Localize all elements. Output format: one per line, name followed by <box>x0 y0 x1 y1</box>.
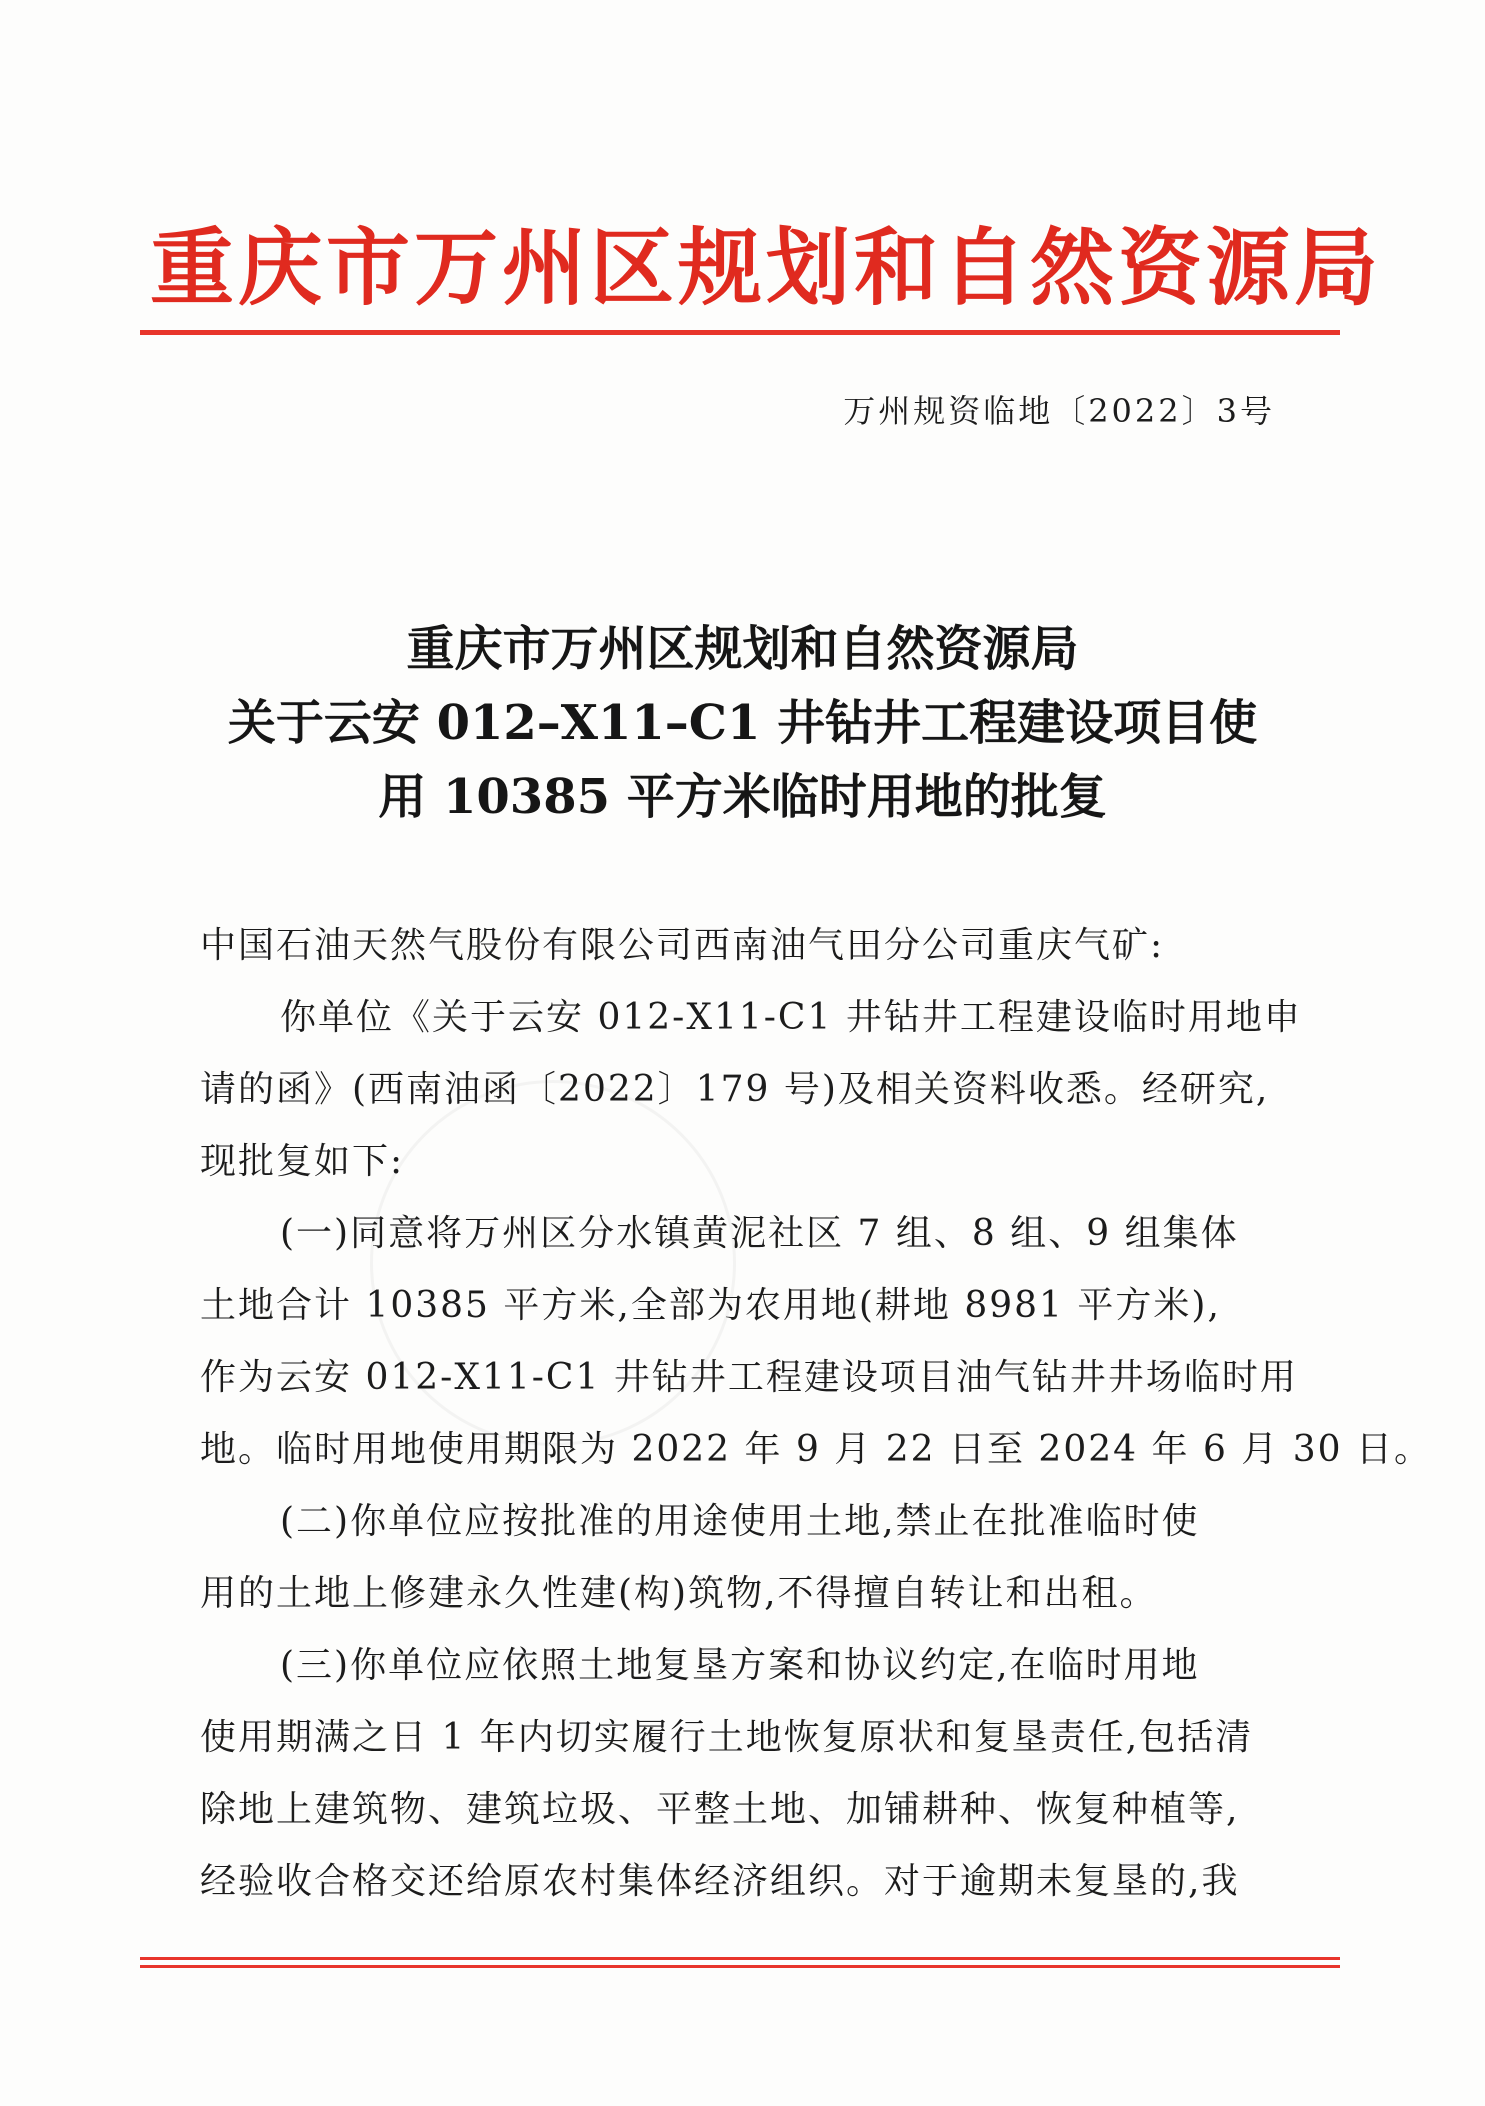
document-title-line: 用 10385 平方米临时用地的批复 <box>378 769 1107 825</box>
body-line: 你单位《关于云安 012-X11-C1 井钻井工程建设临时用地申 <box>280 997 1302 1038</box>
body-line: 用的土地上修建永久性建(构)筑物,不得擅自转让和出租。 <box>200 1573 1158 1614</box>
letterhead-red-rule <box>140 330 1340 335</box>
body-line: 请的函》(西南油函〔2022〕179 号)及相关资料收悉。经研究, <box>200 1069 1270 1110</box>
document-title-line: 重庆市万州区规划和自然资源局 <box>406 621 1079 677</box>
footer-red-rule <box>140 1965 1340 1968</box>
recipient-line: 中国石油天然气股份有限公司西南油气田分公司重庆气矿: <box>200 925 1165 966</box>
document-title-line: 关于云安 012–X11–C1 井钻井工程建设项目使 <box>227 695 1258 751</box>
document-title <box>140 612 1345 834</box>
body-line: 作为云安 012-X11-C1 井钻井工程建设项目油气钻井井场临时用 <box>200 1357 1298 1398</box>
body-line: 土地合计 10385 平方米,全部为农用地(耕地 8981 平方米), <box>200 1285 1221 1326</box>
body-line: (三)你单位应依照土地复垦方案和协议约定,在临时用地 <box>280 1645 1200 1686</box>
agency-letterhead: 重庆市万州区规划和自然资源局 <box>150 219 1383 317</box>
body-line: (二)你单位应按批准的用途使用土地,禁止在批准临时使 <box>280 1501 1200 1542</box>
document-body <box>200 910 1432 1918</box>
body-line: 经验收合格交还给原农村集体经济组织。对于逾期未复垦的,我 <box>200 1861 1240 1902</box>
footer-red-rule <box>140 1957 1340 1960</box>
body-line: 地。临时用地使用期限为 2022 年 9 月 22 日至 2024 年 6 月 30 日。 <box>200 1429 1432 1470</box>
body-line: 现批复如下: <box>200 1141 405 1182</box>
body-line: (一)同意将万州区分水镇黄泥社区 7 组、8 组、9 组集体 <box>280 1213 1239 1254</box>
body-line: 除地上建筑物、建筑垃圾、平整土地、加铺耕种、恢复种植等, <box>200 1789 1240 1830</box>
document-number: 万州规资临地〔2022〕3号 <box>843 392 1275 430</box>
body-line: 使用期满之日 1 年内切实履行土地恢复原状和复垦责任,包括清 <box>200 1717 1254 1758</box>
